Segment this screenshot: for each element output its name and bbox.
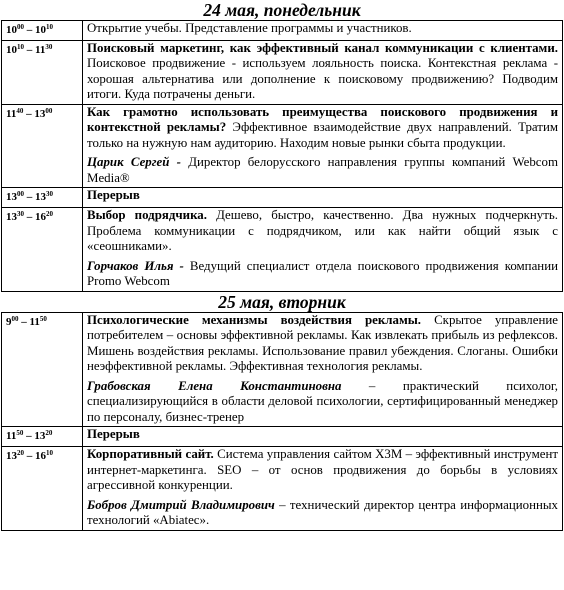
schedule-table-day-1	[1, 20, 563, 292]
session-content	[83, 104, 563, 188]
session-content	[83, 188, 563, 208]
speaker-role: – технический директор центра информационных технологий «Abiatec».	[87, 497, 558, 527]
start-minutes: 00	[17, 23, 24, 31]
table-row	[2, 312, 563, 427]
end-minutes: 10	[46, 449, 53, 457]
end-hour: 11	[35, 43, 46, 56]
table-row	[2, 40, 563, 104]
time-range: $11^{40} - 13^{00}$	[2, 104, 83, 188]
start-hour: 10	[6, 43, 17, 56]
end-hour: 10	[35, 24, 46, 36]
table-row	[2, 188, 563, 208]
time-range: $9^{00} - 11^{50}$	[2, 312, 83, 427]
start-hour: 10	[6, 24, 17, 36]
session-title: Поисковый маркетинг, как эффективный канал коммуникации с клиентами.	[87, 40, 558, 55]
session-text: Открытие учебы. Представление программы и участников.	[87, 21, 412, 35]
session-content	[83, 21, 563, 41]
session-title: Выбор подрядчика.	[87, 208, 207, 222]
break-label: Перерыв	[87, 188, 140, 202]
session-text: Эффективное взаимодействие двух направлений. Тратим только на нужную нам аудиторию. Находим новые рынки сбыта продукции.	[87, 120, 558, 150]
speaker	[87, 379, 558, 426]
session-text: Скрытое управление потребителем – основы эффективной рекламы. Как извлекать прибыль из рефлексов. Мишень воздействия рекламы. Использование правил убеждения. Слоганы. Ошибки неэффективной рекламы. Эффективная технология рекламы.	[87, 312, 558, 373]
session-content	[83, 312, 563, 427]
start-minutes: 00	[11, 314, 19, 323]
session-content	[83, 40, 563, 104]
schedule-table-day-2	[1, 312, 563, 531]
session-content	[83, 447, 563, 531]
start-hour: 11	[6, 430, 17, 442]
end-minutes: 00	[45, 106, 53, 115]
end-hour: 13	[34, 107, 46, 120]
speaker-name: Грабовская Елена Константиновна	[87, 378, 342, 393]
start-minutes: 00	[17, 190, 24, 198]
speaker-name: Бобров Дмитрий Владимирович	[87, 497, 275, 512]
speaker-name: Горчаков Илья -	[87, 258, 190, 273]
end-minutes: 30	[46, 190, 53, 198]
day-heading-2: 25 мая, вторник	[218, 291, 346, 312]
table-row	[2, 447, 563, 531]
session-title: Психологические механизмы воздействия рекламы.	[87, 312, 422, 327]
end-hour: 11	[29, 315, 40, 328]
speaker	[87, 155, 558, 186]
start-minutes: 40	[16, 106, 24, 115]
time-range: $13^{20} - 16^{10}$	[2, 447, 83, 531]
break-label: Перерыв	[87, 427, 140, 441]
end-hour: 13	[35, 191, 46, 203]
speaker-role: – практический психолог, специализирующийся в области деловой психологии, сертифицированный менеджер по персоналу, бизнес-тренер	[87, 378, 558, 424]
time-range: $11^{50} - 13^{20}$	[2, 427, 83, 447]
end-minutes: 30	[45, 42, 53, 51]
time-range: $13^{30} - 16^{20}$	[2, 208, 83, 292]
speaker-name: Царик Сергей -	[87, 155, 189, 169]
session-text: Дешево, быстро, качественно. Два нужных подчеркнуть. Проблема коммуникации с подрядчиком, или как найти общий язык с «сеошниками».	[87, 208, 558, 253]
speaker-role: Директор белорусского направления группы компаний Webcom Media®	[87, 155, 558, 185]
end-hour: 16	[35, 211, 46, 223]
start-hour: 13	[6, 191, 17, 203]
start-minutes: 20	[17, 449, 24, 457]
table-row	[2, 208, 563, 292]
session-text: Поисковое продвижение - используем лояльность поиска. Контекстная реклама - хорошая альтернатива или дополнение к поисковому продвижению? Подводим итоги. Куда потрачены деньги.	[87, 56, 558, 101]
start-hour: 11	[6, 107, 17, 120]
start-minutes: 10	[17, 42, 24, 51]
time-range: $10^{00} - 10^{10}$	[2, 21, 83, 41]
session-content	[83, 208, 563, 292]
time-range: $10^{10} - 11^{30}$	[2, 40, 83, 104]
end-minutes: 50	[39, 314, 47, 323]
session-text: Система управления сайтом X3M – эффективный инструмент интернет-маркетинга. SEO – от основ продвижения до борьбы в условиях агрессивной конкуренции.	[87, 447, 558, 492]
end-hour: 13	[34, 430, 46, 442]
start-hour: 9	[6, 315, 12, 328]
end-minutes: 20	[46, 210, 53, 218]
table-row	[2, 427, 563, 447]
start-hour: 13	[6, 450, 17, 462]
start-minutes: 50	[16, 429, 24, 437]
session-content	[83, 427, 563, 447]
speaker-role: Ведущий специалист отдела поискового продвижения компании Promo Webcom	[87, 258, 559, 288]
start-minutes: 30	[17, 210, 24, 218]
end-minutes: 20	[45, 429, 53, 437]
session-title: Корпоративный сайт.	[87, 447, 214, 461]
end-hour: 16	[35, 450, 46, 462]
session-title: Как грамотно использовать преимущества поискового продвижения и контекстной рекламы?	[87, 104, 558, 134]
table-row	[2, 21, 563, 41]
start-hour: 13	[6, 211, 17, 223]
table-row	[2, 104, 563, 188]
time-range: $13^{00} - 13^{30}$	[2, 188, 83, 208]
speaker	[87, 259, 558, 290]
speaker	[87, 498, 558, 529]
day-heading-1: 24 мая, понедельник	[203, 0, 361, 20]
end-minutes: 10	[46, 23, 53, 31]
